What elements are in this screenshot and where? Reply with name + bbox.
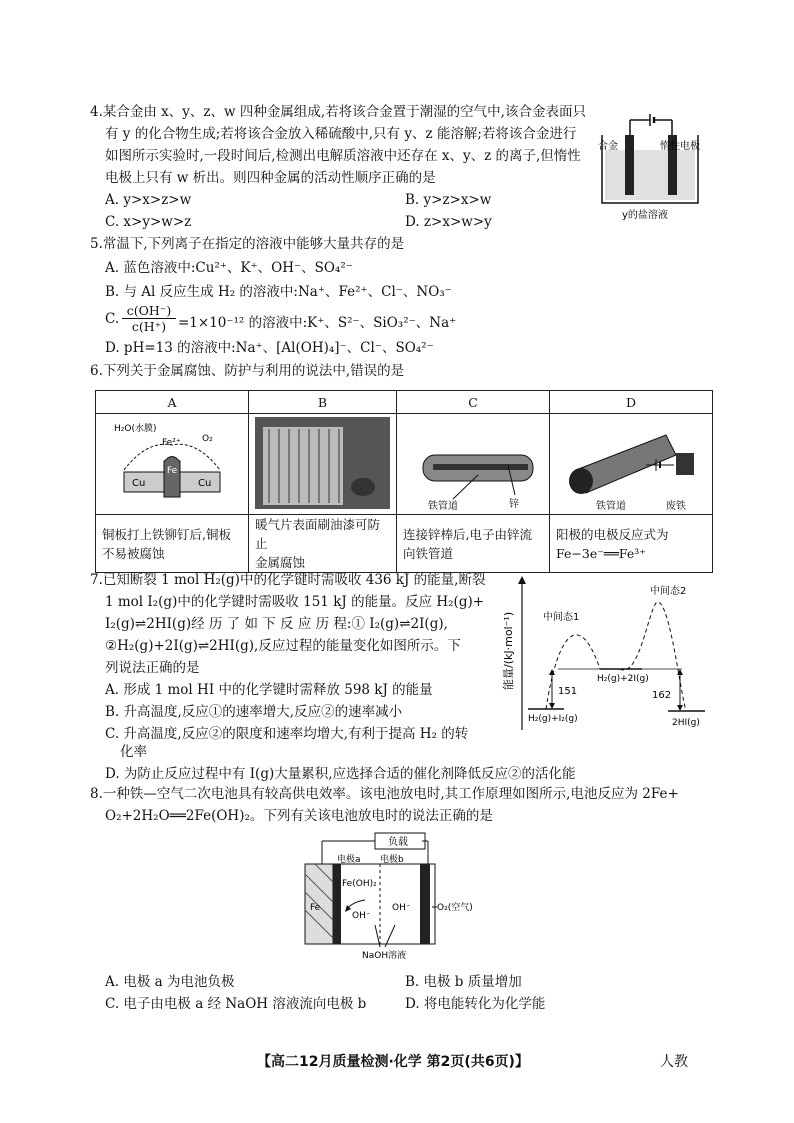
q4-option-c: C. x>y>w>z	[105, 214, 192, 230]
q7-line-4: ②H₂(g)+2I(g)⇌2HI(g),反应过程的能量变化如图所示。下	[105, 638, 461, 654]
q6-options-table	[95, 390, 713, 573]
q8-option-a: A. 电极 a 为电池负极	[105, 974, 235, 990]
q7-option-b: B. 升高温度,反应①的速率增大,反应②的速率减小	[105, 704, 403, 720]
q7-option-d: D. 为防止反应过程中有 I(g)大量累积,应选择合适的催化剂降低反应②的活化能	[105, 766, 576, 782]
svg-text:废铁: 废铁	[666, 500, 686, 511]
svg-text:铁管道: 铁管道	[596, 500, 626, 511]
q5-option-a: A. 蓝色溶液中:Cu²⁺、K⁺、OH⁻、SO₄²⁻	[105, 260, 353, 276]
q4-line-3: 如图所示实验时,一段时间后,检测出电解质溶液中还存在 x、y、z 的离子,但惰性	[105, 148, 581, 164]
q7-option-a: A. 形成 1 mol HI 中的化学键时需释放 598 kJ 的能量	[105, 682, 433, 698]
q5-option-d: D. pH=13 的溶液中:Na⁺、[Al(OH)₄]⁻、Cl⁻、SO₄²⁻	[105, 340, 434, 356]
svg-text:OH⁻: OH⁻	[352, 911, 371, 921]
q7-line-3: I₂(g)⇌2HI(g)经 历 了 如 下 反 应 历 程:① I₂(g)⇌2I(g),	[105, 616, 448, 632]
q5-stem: 5.常温下,下列离子在指定的溶液中能够大量共存的是	[90, 236, 405, 252]
q7-energy-diagram	[500, 570, 712, 740]
svg-text:Fe: Fe	[310, 903, 321, 913]
q6-figure-c	[397, 414, 550, 515]
svg-text:O₂(空气): O₂(空气)	[437, 903, 473, 913]
q6-figure-b	[249, 414, 397, 515]
q7-line-2: 1 mol I₂(g)中的化学键时需吸收 151 kJ 的能量。反应 H₂(g)+	[105, 594, 485, 610]
q4-electrolysis-figure	[590, 105, 720, 225]
q5-c-rest: =1×10⁻¹² 的溶液中:K⁺、S²⁻、SiO₃²⁻、Na⁺	[178, 315, 457, 331]
q7-line-5: 列说法正确的是	[105, 660, 200, 676]
q8-battery-figure	[300, 830, 500, 965]
svg-text:负载: 负载	[388, 837, 408, 848]
q8-option-b: B. 电极 b 质量增加	[405, 974, 522, 990]
svg-text:Fe²⁺: Fe²⁺	[162, 437, 181, 448]
svg-text:Cu: Cu	[132, 477, 146, 489]
q7-line-1: 7.已知断裂 1 mol H₂(g)中的化学键时需吸收 436 kJ 的能量,断裂	[90, 572, 486, 588]
q4-option-a: A. y>x>z>w	[105, 192, 192, 208]
q6-caption-a: 铜板打上铁铆钉后,铜板 不易被腐蚀	[96, 515, 249, 573]
q7-ts2: 中间态2	[650, 586, 687, 597]
q7-option-c: C. 升高温度,反应②的限度和速率均增大,有利于提高 H₂ 的转	[105, 726, 469, 742]
q6-caption-b: 暖气片表面刷油漆可防止 金属腐蚀	[249, 515, 397, 573]
q8-line-1: 8.一种铁—空气二次电池具有较高供电效率。该电池放电时,其工作原理如图所示,电池反应为 2Fe+	[90, 786, 679, 802]
q4-label-inert: 惰性电极	[660, 141, 700, 152]
q6-header-b: B	[249, 391, 397, 414]
q8-option-c: C. 电子由电极 a 经 NaOH 溶液流向电极 b	[105, 996, 367, 1012]
q8-option-d: D. 将电能转化为化学能	[405, 996, 546, 1012]
svg-text:锌: 锌	[509, 498, 519, 510]
q7-start: H₂(g)+I₂(g)	[528, 714, 578, 724]
q7-ts1: 中间态1	[543, 612, 580, 623]
svg-text:Cu: Cu	[198, 477, 212, 489]
page-footer: 【高二12月质量检测·化学 第2页(共6页)】	[257, 1054, 529, 1070]
q4-label-alloy: 合金	[598, 141, 618, 152]
svg-text:电极a: 电极a	[337, 855, 361, 865]
q5-c-prefix: C.	[105, 311, 120, 327]
q7-option-c-cont: 化率	[120, 744, 147, 760]
q4-label-solution: y的盐溶液	[622, 210, 668, 221]
svg-text:铁管道: 铁管道	[428, 500, 458, 511]
svg-text:Fe(OH)₂: Fe(OH)₂	[342, 879, 377, 889]
q6-header-a: A	[96, 391, 249, 414]
svg-text:电极b: 电极b	[380, 855, 404, 865]
q5-option-b: B. 与 Al 反应生成 H₂ 的溶液中:Na⁺、Fe²⁺、Cl⁻、NO₃⁻	[105, 284, 452, 300]
q6-stem: 6.下列关于金属腐蚀、防护与利用的说法中,错误的是	[90, 363, 405, 379]
q6-header-d: D	[550, 391, 713, 414]
q4-option-b: B. y>z>x>w	[405, 192, 492, 208]
svg-text:NaOH溶液: NaOH溶液	[362, 951, 407, 961]
q7-end: 2HI(g)	[672, 718, 700, 728]
svg-text:H₂O(水膜): H₂O(水膜)	[114, 423, 157, 434]
q6-header-c: C	[397, 391, 550, 414]
publisher-label: 人教	[660, 1054, 688, 1070]
q4-line-4: 电极上只有 w 析出。则四种金属的活动性顺序正确的是	[105, 170, 436, 186]
q6-caption-d: 阳极的电极反应式为 Fe−3e⁻══Fe³⁺	[550, 515, 713, 573]
svg-text:Fe: Fe	[167, 465, 178, 476]
q4-option-d: D. z>x>w>y	[405, 214, 492, 230]
q6-figure-d	[550, 414, 713, 515]
q5-c-denominator: c(H⁺)	[131, 319, 167, 334]
q7-mid: H₂(g)+2I(g)	[597, 674, 649, 684]
svg-text:OH⁻: OH⁻	[392, 903, 411, 913]
q7-delta-151: 151	[558, 686, 578, 697]
q7-ylabel: 能量/(kJ·mol⁻¹)	[502, 611, 515, 690]
q6-figure-a	[96, 414, 249, 515]
q6-caption-c: 连接锌棒后,电子由锌流 向铁管道	[397, 515, 550, 573]
q8-line-2: O₂+2H₂O══2Fe(OH)₂。下列有关该电池放电时的说法正确的是	[105, 808, 493, 824]
q4-line-2: 有 y 的化合物生成;若将该合金放入稀硫酸中,只有 y、z 能溶解;若将该合金进行	[105, 126, 577, 142]
q4-line-1: 4.某合金由 x、y、z、w 四种金属组成,若将该合金置于潮湿的空气中,该合金表面只	[90, 104, 586, 120]
q5-c-numerator: c(OH⁻)	[122, 303, 176, 319]
svg-text:O₂: O₂	[202, 433, 213, 444]
q7-delta-162: 162	[652, 690, 672, 701]
